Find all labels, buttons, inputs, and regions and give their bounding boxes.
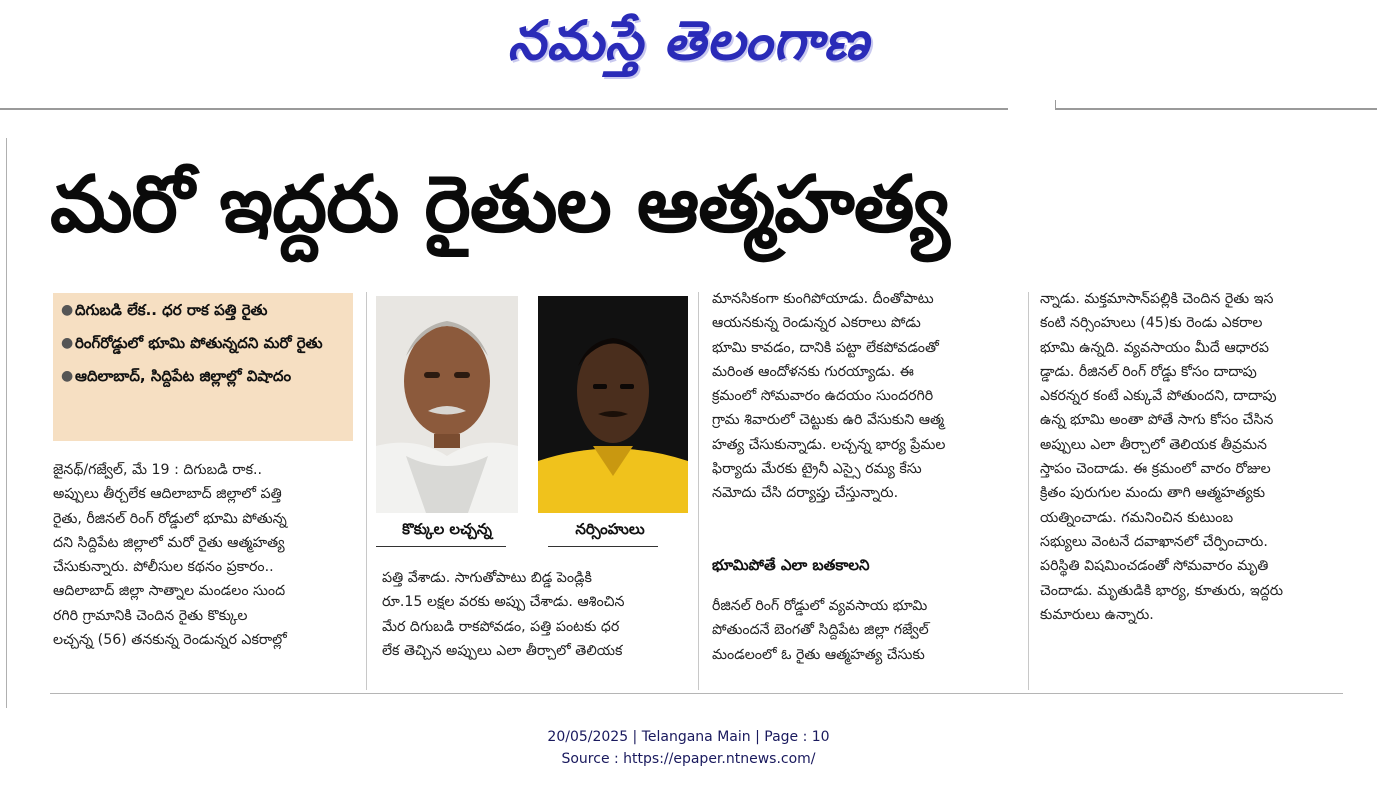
photo-1-caption: కొక్కుల లచ్చన్న (402, 520, 492, 538)
highlight-item: ● దిగుబడి లేక.. ధర రాక పత్తి రైతు (61, 301, 268, 319)
article-column-1: జైనథ్/గజ్వేల్, మే 19 : దిగుబడి రాక.. అప్పులు తీర్చలేక ఆదిలాబాద్ జిల్లాలో పత్తి రైతు, రీజినల్ రింగ్ రోడ్డులో భూమి పోతున్న దని సిద్దిపేట జిల్లాలో మరో రైతు ఆత్మహత్య చేసుకున్నారు. పోలీసుల కథనం ప్రకారం.. ఆదిలాబాద్ జిల్లా సాత్నాల మండలం సుంద రగిరి గ్రామానికి చెందిన రైతు కొక్కుల లచ్చన్న (56) తనకున్న రెండున్నర ఎకరాల్లో (53, 462, 287, 649)
left-margin-rule (6, 138, 7, 708)
bullet-icon: ● (61, 368, 74, 384)
masthead-rule-right (1055, 108, 1377, 110)
article-column-4: న్నాడు. మక్తమాసాన్‌పల్లికి చెందిన రైతు ఇస కంటి నర్సింహులు (45)కు రెండు ఎకరాల భూమి ఉన్నది. వ్యవసాయం మీదే ఆధారప డ్డాడు. రీజినల్ రింగ్ రోడ్డు కోసం దాదాపు ఎకరన్నర కంటే ఎక్కువే పోతుందని, దాదాపు ఉన్న భూమి అంతా పోతే సాగు కోసం చేసిన అప్పులు ఎలా తీర్చాలో తెలియక తీవ్రమన స్తాపం చెందాడు. ఈ క్రమంలో వారం రోజుల క్రితం పురుగుల మందు తాగి ఆత్మహత్యకు యత్నించాడు. గమనించిన కుటుంబ సభ్యులు వెంటనే దవాఖానలో చేర్పించారు. పరిస్థితి విషమించడంతో సోమవారం మృతి చెందాడు. మృతుడికి భార్య, కూతురు, ఇద్దరు కుమారులు ఉన్నారు. (1040, 291, 1284, 623)
farmer-photo-1 (376, 296, 518, 513)
article-subheading: భూమిపోతే ఎలా బతకాలని (712, 556, 870, 574)
highlight-item: ● ఆదిలాబాద్, సిద్దిపేట జిల్లాల్లో విషాదం (61, 367, 292, 385)
photo-2-caption: నర్సింహులు (575, 520, 645, 538)
farmer-photo-2 (538, 296, 688, 513)
article-headline: మరో ఇద్దరు రైతుల ఆత్మహత్య (50, 160, 949, 250)
article-column-3: మానసికంగా కుంగిపోయాడు. దీంతోపాటు ఆయనకున్న రెండున్నర ఎకరాలు పోడు భూమి కావడం, దానికి పట్టా లేకపోవడంతో మరింత ఆందోళనకు గురయ్యాడు. ఈ క్రమంలో సోమవారం ఉదయం సుందరగిరి గ్రామ శివారులో చెట్టుకు ఉరి వేసుకుని ఆత్మ హత్య చేసుకున్నాడు. లచ్చన్న భార్య ప్రేమల ఫిర్యాదు మేరకు ట్రైనీ ఎస్సై రమ్య కేసు నమోదు చేసి దర్యాప్తు చేస్తున్నారు. (712, 291, 946, 502)
footer-source-link[interactable]: Source : https://epaper.ntnews.com/ (561, 751, 816, 767)
masthead (0, 0, 1377, 95)
caption-rule (548, 546, 658, 547)
highlights-box (53, 293, 353, 441)
column-separator (366, 292, 367, 690)
column-separator (698, 292, 699, 690)
bullet-icon: ● (61, 335, 74, 351)
newspaper-logo: నమస్తే తెలంగాణ (507, 9, 870, 72)
caption-rule (376, 546, 506, 547)
footer-edition-info: 20/05/2025 | Telangana Main | Page : 10 (547, 729, 830, 745)
highlight-item: ● రింగ్‌రోడ్డులో భూమి పోతున్నదని మరో రైతు (61, 334, 323, 352)
article-column-3-continued: రీజినల్ రింగ్ రోడ్డులో వ్యవసాయ భూమి పోతుందనే బెంగతో సిద్దిపేట జిల్లా గజ్వేల్ మండలంలో ఓ రైతు ఆత్మహత్య చేసుకు (712, 598, 929, 663)
masthead-rule-tick (1055, 100, 1056, 109)
masthead-rule-left (0, 108, 1008, 110)
article-bottom-rule (50, 693, 1343, 694)
column-separator (1028, 292, 1029, 690)
bullet-icon: ● (61, 302, 74, 318)
article-column-2: పత్తి వేశాడు. సాగుతోపాటు బిడ్డ పెండ్లికి రూ.15 లక్షల వరకు అప్పు చేశాడు. ఆశించిన మేర దిగుబడి రాకపోవడం, పత్తి పంటకు ధర లేక తెచ్చిన అప్పులు ఎలా తీర్చాలో తెలియక (382, 570, 625, 659)
